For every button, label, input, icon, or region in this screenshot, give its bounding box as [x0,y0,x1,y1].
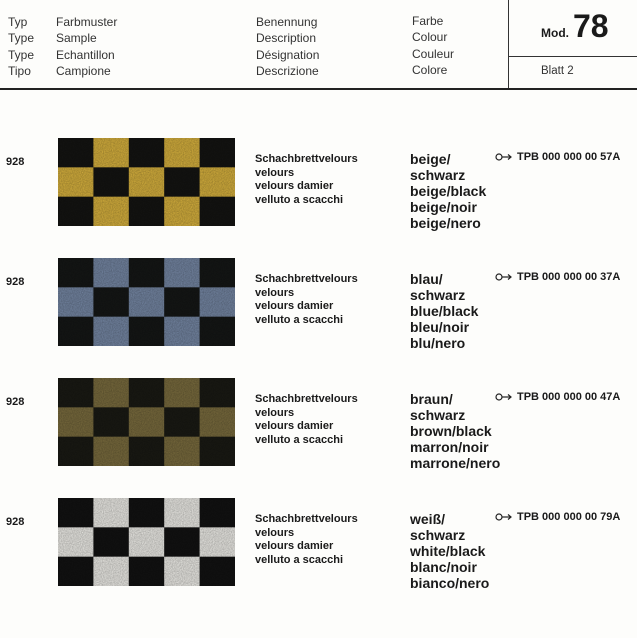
colour-line: schwarz [410,167,466,183]
heading-label: Description [256,31,317,46]
description-line: velours damier [255,180,334,192]
colour-line: schwarz [410,527,466,543]
colour-names [410,511,489,591]
description-line: velours damier [255,300,334,312]
model-code: 928 [6,396,25,408]
colour-line: beige/noir [410,199,477,215]
description-line: Schachbrettvelours [255,393,358,405]
colour-line: braun/ [410,391,453,407]
part-number-text: TPB 000 000 00 79A [517,511,621,523]
colour-line: schwarz [410,407,466,423]
heading-label: Colore [412,62,448,77]
material-description [255,513,358,567]
colour-line: beige/black [410,183,487,199]
checkerboard-swatch [58,378,235,466]
material-description [255,393,358,447]
model-number: 78 [573,8,609,44]
colour-line: bianco/nero [410,575,490,591]
header-divider-box [509,56,637,57]
colour-line: blau/ [410,271,443,287]
colour-line: blu/nero [410,335,466,351]
part-number [495,151,620,163]
key-arrow-icon [495,152,513,162]
sample-row [0,138,637,248]
colour-line: white/black [410,543,486,559]
velour-texture [58,498,235,586]
sample-row [0,498,637,608]
heading-label: Couleur [412,46,455,61]
heading-label: Benennung [256,15,318,29]
colour-line: weiß/ [410,511,446,527]
colour-line: marrone/nero [410,455,501,471]
description-line: velluto a scacchi [255,553,344,566]
colour-line: beige/nero [410,215,481,231]
description-line: velours damier [255,420,334,432]
sheet-number: Blatt 2 [541,65,574,77]
heading-label: Sample [56,31,97,46]
heading-label: Typ [8,15,28,29]
part-number [495,271,620,283]
heading-label: Campione [56,63,111,78]
colour-line: marron/noir [410,439,489,455]
sample-row [0,258,637,368]
model-code: 928 [6,516,25,528]
description-line: velours damier [255,540,334,552]
velour-texture [58,258,235,346]
heading-label: Farbmuster [56,15,118,29]
checkerboard-swatch [58,258,235,346]
colour-names [410,391,500,471]
part-number-text: TPB 000 000 00 47A [517,391,621,403]
material-description [255,153,358,207]
velour-texture [58,138,235,226]
description-line: velluto a scacchi [255,313,344,326]
colour-line: beige/ [410,151,451,167]
description-line: Schachbrettvelours [255,513,358,525]
description-line: velours [255,526,295,539]
heading-label: Farbe [412,14,444,28]
colour-names [410,151,486,231]
key-arrow-icon [495,392,513,402]
colour-line: blue/black [410,303,479,319]
description-line: velours [255,286,295,299]
key-arrow-icon [495,512,513,522]
description-line: Schachbrettvelours [255,153,358,165]
part-number [495,391,620,403]
part-number-text: TPB 000 000 00 57A [517,151,621,163]
model-label: Mod. [541,26,569,40]
model-code: 928 [6,156,25,168]
description-line: Schachbrettvelours [255,273,358,285]
part-number [495,511,620,523]
description-line: velours [255,166,295,179]
description-line: velours [255,406,295,419]
sample-column-heading [56,14,117,79]
key-arrow-icon [495,272,513,282]
header-divider [0,88,637,90]
type-column-heading [8,14,34,79]
colour-line: blanc/noir [410,559,477,575]
heading-label: Tipo [8,63,31,78]
material-description [255,273,358,327]
checkerboard-swatch [58,138,235,226]
sheet-header [0,0,637,92]
model-code: 928 [6,276,25,288]
colour-names [410,271,478,351]
heading-label: Type [8,31,35,46]
sample-row [0,378,637,488]
header-divider-vertical [508,0,509,88]
colour-line: bleu/noir [410,319,470,335]
velour-texture [58,378,235,466]
colour-line: brown/black [410,423,492,439]
part-number-text: TPB 000 000 00 37A [517,271,621,283]
checkerboard-swatch [58,498,235,586]
description-column-heading [256,14,319,79]
heading-label: Echantillon [56,47,115,62]
colour-column-heading [412,13,454,78]
colour-line: schwarz [410,287,466,303]
description-line: velluto a scacchi [255,193,344,206]
description-line: velluto a scacchi [255,433,344,446]
heading-label: Type [8,47,35,62]
heading-label: Colour [412,30,448,45]
heading-label: Descrizione [256,63,319,78]
heading-label: Désignation [256,47,320,62]
